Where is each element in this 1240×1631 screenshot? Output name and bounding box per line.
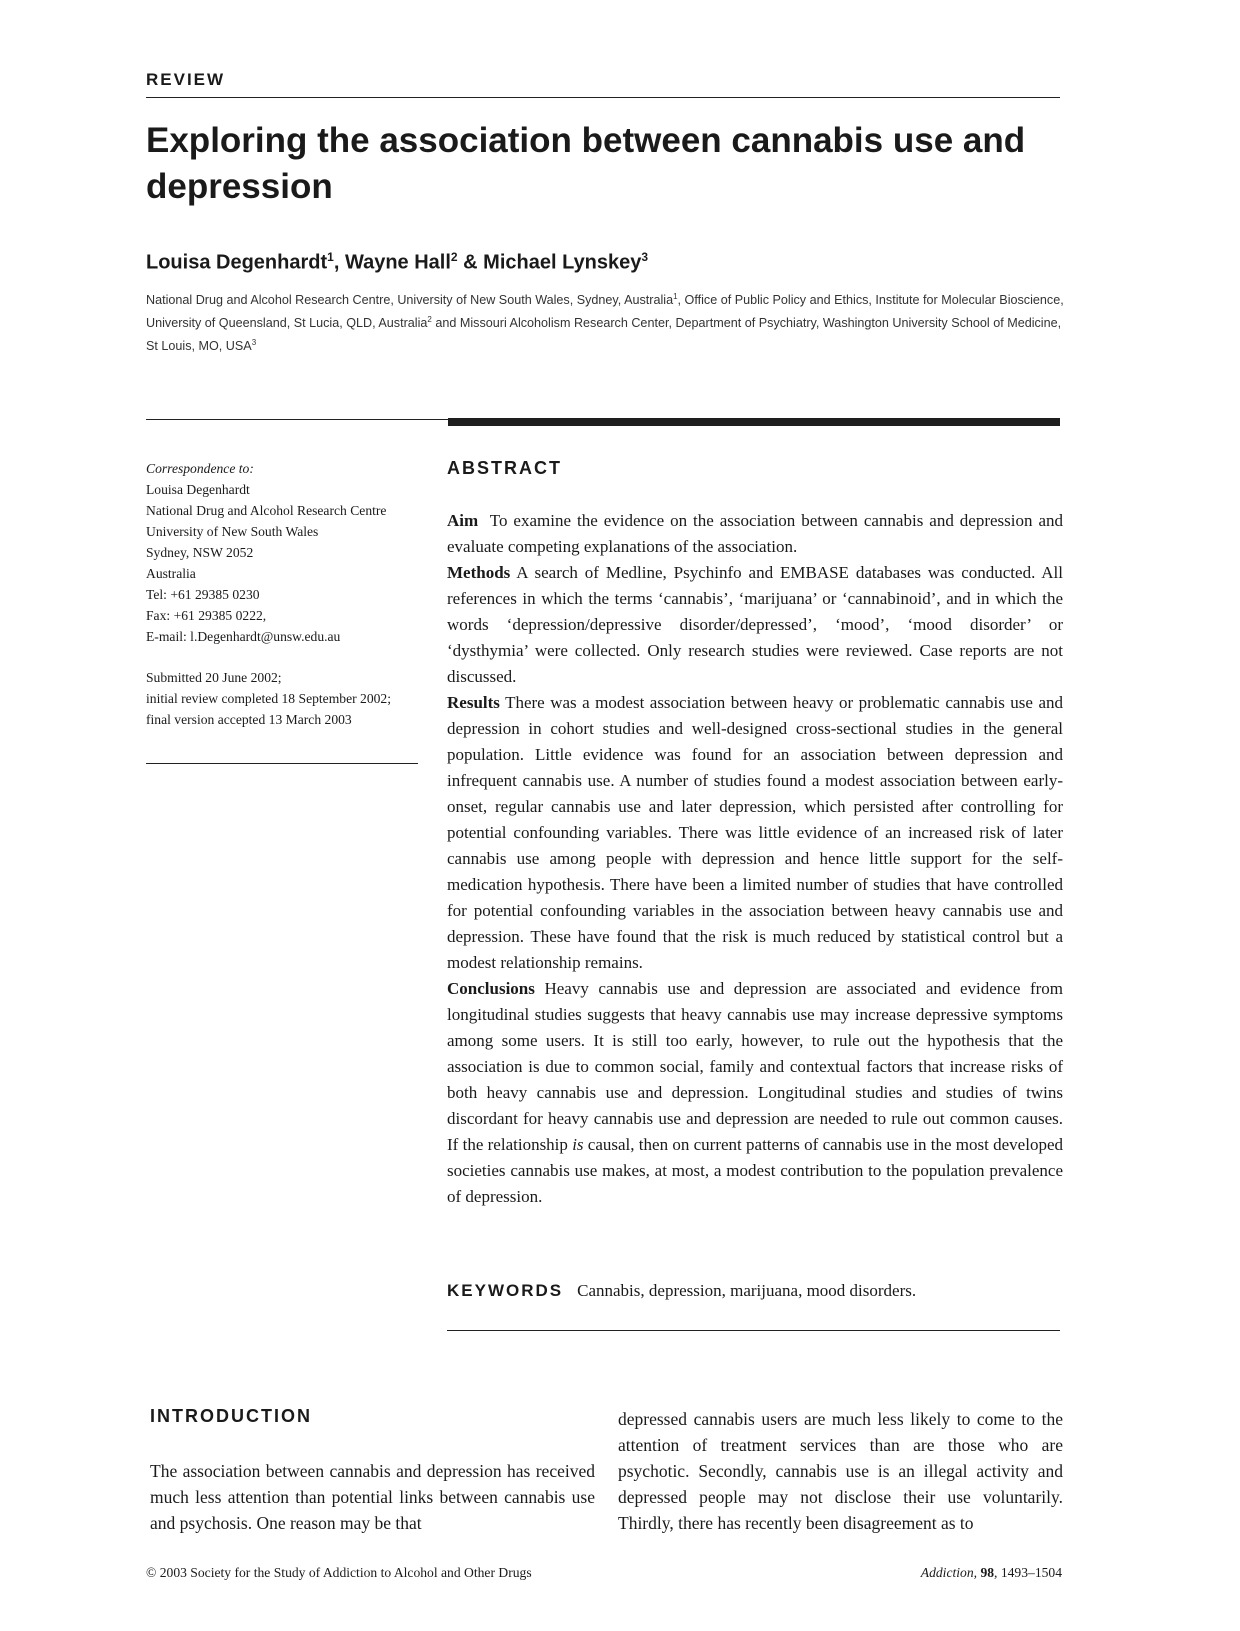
affiliations	[146, 287, 1064, 357]
affiliation-sup: 2	[427, 315, 432, 325]
journal-name: Addiction,	[920, 1565, 978, 1580]
introduction-heading: INTRODUCTION	[150, 1406, 312, 1426]
keywords-rule	[447, 1330, 1060, 1331]
keywords-text: Cannabis, depression, marijuana, mood disorders.	[577, 1281, 917, 1300]
header-rule	[146, 97, 1060, 98]
author-sup: 1	[327, 250, 334, 264]
accepted-date: final version accepted 13 March 2003	[146, 712, 352, 727]
submission-date: Submitted 20 June 2002;	[146, 670, 282, 685]
author-name: Wayne Hall	[344, 251, 451, 274]
author-sup: 3	[641, 250, 649, 264]
correspondence-line: Fax: +61 29385 0222,	[146, 608, 267, 623]
correspondence-line: Australia	[146, 566, 196, 581]
keywords-line	[447, 1281, 1063, 1301]
affiliation-sup: 3	[251, 338, 257, 348]
abstract-body	[447, 508, 1063, 1210]
author-separator: ,	[333, 251, 345, 274]
abstract-methods	[447, 560, 1063, 690]
article-title: Exploring the association between cannabis use and depression	[146, 121, 1026, 206]
correspondence-line: University of New South Wales	[146, 524, 319, 539]
aim-text: To examine the evidence on the association between cannabis and depression and evaluate competing explanations of the association.	[447, 511, 1063, 556]
results-text: There was a modest association between heavy or problematic cannabis use and depression in cohort studies and well-designed cross-sectional studies in the general population. Little evidence was found for an association between depression and infrequent cannabis use. A number of studies found a modest association between early-onset, regular cannabis use and later depression, which persisted after controlling for potential confounding variables. There was little evidence of an increased risk of later cannabis use among people with depression and hence little support for the self-medication hypothesis. There have been a limited number of studies that have controlled for potential confounding variables in the association between heavy cannabis use and depression. These have found that the risk is much reduced by statistical control but a modest relationship remains.	[447, 693, 1063, 972]
author-name: Louisa Degenhardt	[146, 251, 328, 274]
abstract-results	[447, 690, 1063, 976]
affiliation-sup: 1	[673, 292, 678, 301]
affiliation-text: , Office of Public Policy and Ethics, Institute for Molecular Bioscience, University of Queensland, St Lucia, QLD, Australia	[146, 293, 1064, 331]
divider-thin	[146, 419, 448, 420]
correspondence-line: Sydney, NSW 2052	[146, 545, 254, 560]
section-label: REVIEW	[146, 70, 226, 89]
abstract-heading: ABSTRACT	[447, 458, 562, 478]
methods-text: A search of Medline, Psychinfo and EMBASE databases was conducted. All references in which the terms ‘cannabis’, ‘marijuana’ or ‘cannabinoid’, and in which the words ‘depression/depressive disorder/depressed’, ‘mood’, ‘mood disorder’ or ‘dysthymia’ were collected. Only research studies were reviewed. Case reports are not discussed.	[447, 563, 1063, 686]
correspondence-line: National Drug and Alcohol Research Centre	[146, 503, 387, 518]
conclusions-label: Conclusions	[447, 979, 535, 998]
correspondence-label: Correspondence to:	[146, 461, 254, 476]
methods-label: Methods	[447, 563, 511, 582]
introduction-left-column: The association between cannabis and depression has received much less attention than potential links between cannabis use and psychosis. One reason may be that	[150, 1461, 595, 1533]
introduction-right-column: depressed cannabis users are much less likely to come to the attention of treatment services than are those who are psychotic. Secondly, cannabis use is an illegal activity and depressed people may not disclose their use voluntarily. Thirdly, there has recently been disagreement as to	[618, 1409, 1063, 1533]
conclusions-text: Heavy cannabis use and depression are associated and evidence from longitudinal studies suggests that heavy cannabis use may increase depressive symptoms among some users. It is still too early, however, to rule out the hypothesis that the association is due to common social, family and contextual factors that increase risks of both heavy cannabis use and depression. Longitudinal studies and studies of twins discordant for heavy cannabis use and depression are needed to rule out common causes. If the relationship	[447, 979, 1063, 1154]
divider-thick	[448, 418, 1060, 426]
footer-citation	[921, 1565, 1062, 1581]
author-name: Michael Lynskey	[483, 251, 642, 274]
review-date: initial review completed 18 September 2002;	[146, 691, 391, 706]
abstract-aim	[447, 508, 1063, 560]
affiliation-text: National Drug and Alcohol Research Centre, University of New South Wales, Sydney, Australia	[146, 293, 674, 308]
correspondence-block	[146, 458, 426, 730]
author-separator: &	[457, 251, 484, 274]
keywords-heading: KEYWORDS	[447, 1281, 564, 1300]
author-list	[146, 250, 648, 275]
author-sup: 2	[450, 250, 458, 264]
results-label: Results	[447, 693, 500, 712]
correspondence-line: Louisa Degenhardt	[146, 482, 250, 497]
aim-label: Aim	[447, 511, 479, 530]
conclusions-text: causal, then on current patterns of cannabis use in the most developed societies cannabis use makes, at most, a modest contribution to the population prevalence of depression.	[447, 1135, 1063, 1206]
journal-volume: 98	[980, 1565, 995, 1580]
conclusions-emphasis: is	[572, 1135, 584, 1154]
correspondence-email[interactable]: E-mail: l.Degenhardt@unsw.edu.au	[146, 629, 341, 644]
correspondence-rule	[146, 763, 418, 764]
footer-copyright: © 2003 Society for the Study of Addiction to Alcohol and Other Drugs	[146, 1565, 532, 1580]
journal-pages: , 1493–1504	[994, 1565, 1062, 1580]
affiliation-text: and Missouri Alcoholism Research Center, Department of Psychiatry, Washington University School of Medicine, St Louis, MO, USA	[146, 316, 1062, 354]
abstract-conclusions	[447, 976, 1063, 1210]
correspondence-line: Tel: +61 29385 0230	[146, 587, 260, 602]
